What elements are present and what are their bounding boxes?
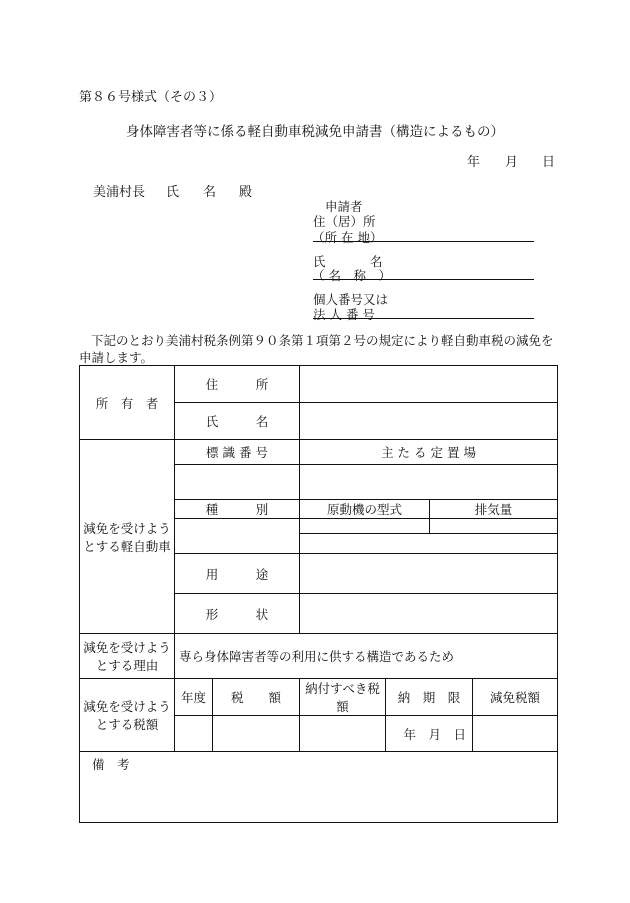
type-field[interactable]: [175, 519, 300, 554]
addressee-shi: 氏: [166, 185, 180, 200]
applicant-number-label: 個人番号又は: [313, 292, 389, 307]
main-location-field[interactable]: [300, 465, 558, 500]
application-statement: 下記のとおり美浦村税条例第９０条第１項第２号の規定により軽自動車税の減免を申請します。: [79, 333, 554, 365]
owner-header: 所 有 者: [80, 366, 175, 440]
applicant-name-sub: （ 名 称 ）: [312, 268, 391, 283]
applicant-name-shi: 氏: [313, 254, 326, 269]
form-number: 第８６号様式（その３）: [79, 90, 223, 105]
owner-name-label: 氏 名: [175, 403, 300, 440]
number-underline: [313, 318, 534, 319]
addressee-mei: 名: [203, 185, 217, 200]
payable-tax-label: 納付すべき税額: [300, 679, 386, 716]
tax-amount-field[interactable]: [213, 716, 300, 752]
type-label: 種 別: [175, 500, 300, 519]
exempt-tax-label: 減免税額: [473, 679, 558, 716]
document-title: 身体障害者等に係る軽自動車税減免申請書（構造によるもの）: [126, 124, 504, 140]
plate-number-label: 標 識 番 号: [175, 440, 300, 465]
applicant-name-mei: 名: [370, 254, 383, 269]
date-year-label: 年: [467, 155, 481, 170]
tax-amount-label: 税 額: [213, 679, 300, 716]
name-underline: [313, 279, 534, 280]
due-date-label: 納 期 限: [386, 679, 473, 716]
vehicle-header: 減免を受けようとする軽自動車: [80, 440, 175, 634]
date-month-label: 月: [505, 155, 519, 170]
use-label: 用 途: [175, 554, 300, 594]
tax-header: 減免を受けようとする税額: [80, 679, 175, 752]
address-underline: [313, 241, 534, 242]
remarks-label: 備 考: [92, 757, 130, 772]
addressee-mayor: 美浦村長: [93, 185, 146, 200]
owner-address-label: 住 所: [175, 366, 300, 403]
applicant-heading: 申請者: [325, 199, 363, 214]
engine-model-field[interactable]: [300, 519, 430, 534]
applicant-address-sub: （所 在 地）: [312, 230, 383, 245]
displacement-field[interactable]: [430, 519, 558, 534]
shape-label: 形 状: [175, 594, 300, 634]
plate-number-field[interactable]: [175, 465, 300, 500]
displacement-label: 排気量: [430, 500, 558, 519]
owner-address-field[interactable]: [300, 366, 558, 403]
reason-header: 減免を受けようとする理由: [80, 634, 175, 679]
exempt-tax-field[interactable]: [473, 716, 558, 752]
addressee-dono: 殿: [239, 185, 253, 200]
engine-model-label: 原動機の型式: [300, 500, 430, 519]
fiscal-year-label: 年度: [175, 679, 213, 716]
application-table: [79, 365, 558, 823]
payable-tax-field[interactable]: [300, 716, 386, 752]
applicant-corporate-number-label: 法 人 番 号: [313, 307, 375, 322]
engine-row-blank: [300, 534, 558, 554]
owner-name-field[interactable]: [300, 403, 558, 440]
main-location-label: 主 た る 定 置 場: [300, 440, 558, 465]
remarks-field[interactable]: [80, 752, 558, 823]
use-field[interactable]: [300, 554, 558, 594]
due-date-field[interactable]: 年 月 日: [386, 716, 473, 752]
date-day-label: 日: [542, 155, 556, 170]
reason-text: 専ら身体障害者等の利用に供する構造であるため: [175, 634, 558, 679]
shape-field[interactable]: [300, 594, 558, 634]
applicant-address-label: 住（居）所: [313, 214, 376, 229]
fiscal-year-field[interactable]: [175, 716, 213, 752]
